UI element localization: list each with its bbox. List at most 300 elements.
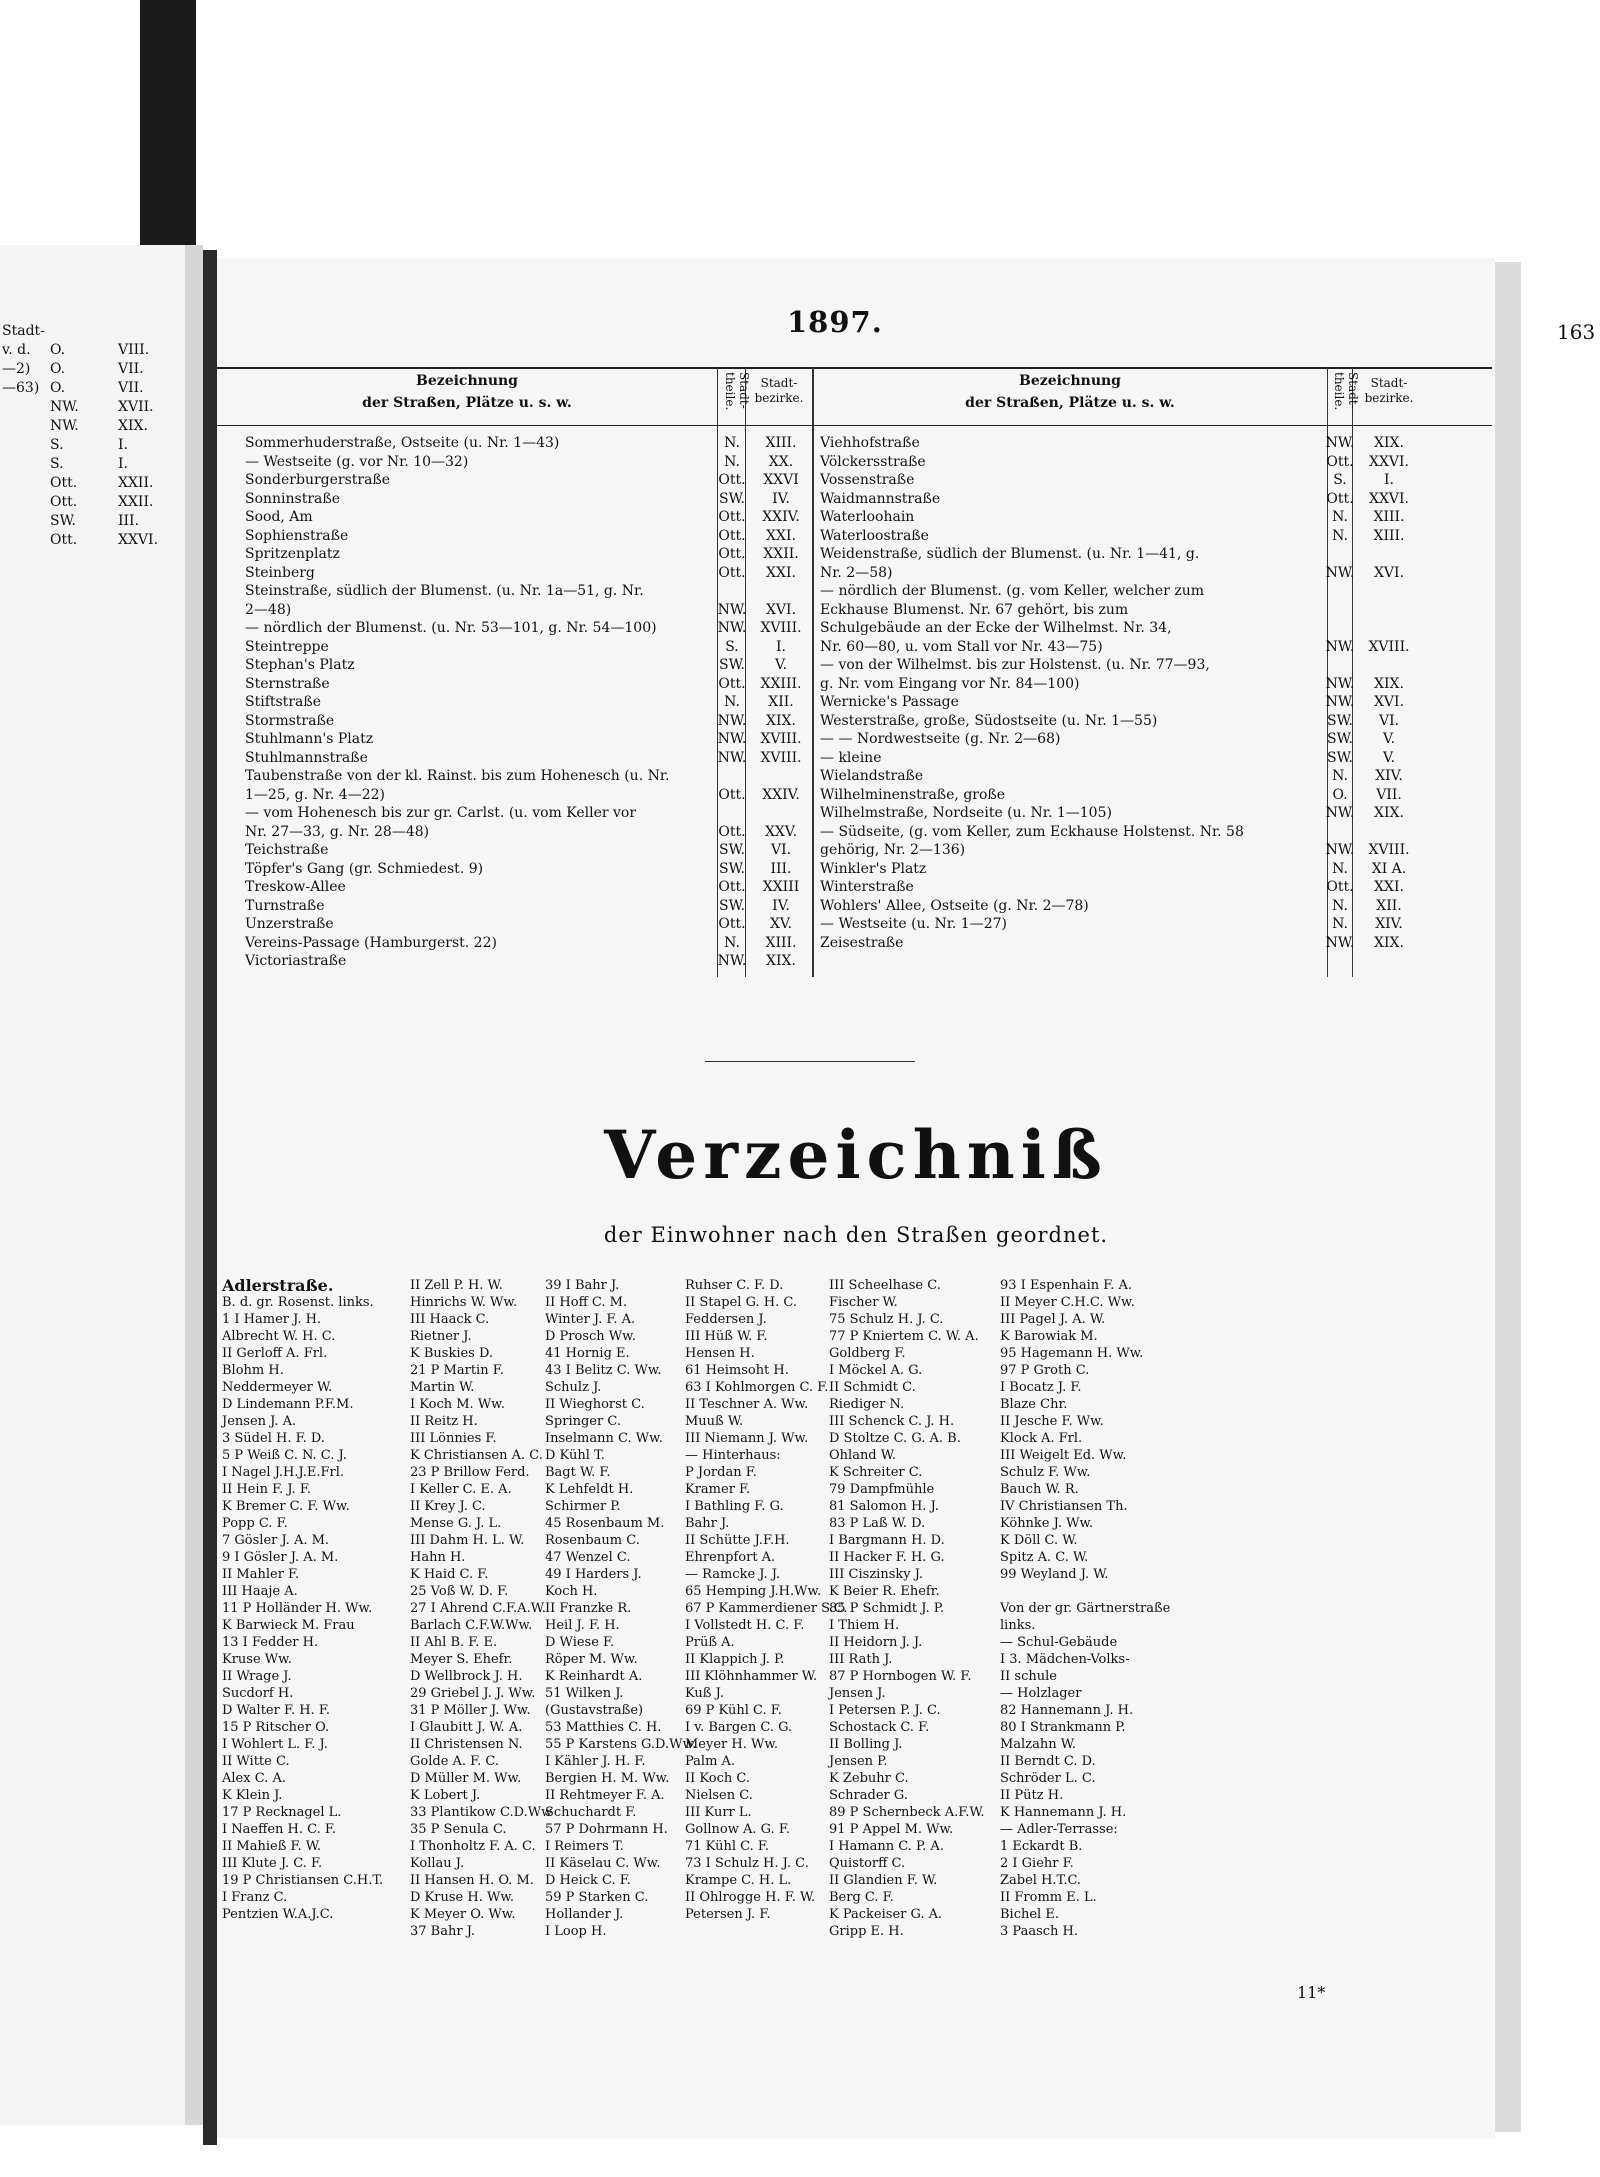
resident-entry: 73 I Schulz H. J. C.	[685, 1856, 809, 1871]
street-district: O.	[1332, 786, 1348, 803]
street-name: 2—48)	[245, 601, 292, 618]
left-page-edge	[185, 245, 203, 2125]
resident-entry: 1 I Hamer J. H.	[222, 1312, 322, 1327]
resident-entry: II Koch C.	[685, 1771, 750, 1786]
resident-entry: D Stoltze C. G. A. B.	[829, 1431, 961, 1446]
resident-entry: Inselmann C. Ww.	[545, 1431, 663, 1446]
street-name: Eckhause Blumenst. Nr. 67 gehört, bis zum	[820, 601, 1129, 618]
resident-entry: 17 P Recknagel L.	[222, 1805, 342, 1820]
scanner-dark-strip	[140, 0, 196, 260]
table-header-rule	[217, 425, 1492, 426]
street-name: Winkler's Platz	[820, 860, 927, 877]
page-number: 163	[1557, 320, 1596, 344]
street-bezirk: XXIV.	[762, 786, 800, 803]
resident-entry: K Lehfeldt H.	[545, 1482, 634, 1497]
resident-entry: II Stapel G. H. C.	[685, 1295, 797, 1310]
street-district: N.	[724, 694, 740, 710]
street-district: NW.	[1325, 675, 1355, 692]
resident-entry: K Christiansen A. C.	[410, 1448, 543, 1463]
resident-entry: II Schütte J.F.H.	[685, 1533, 790, 1548]
street-name: — von der Wilhelmst. bis zur Holstenst. (u. Nr. 77—93,	[820, 657, 1210, 673]
resident-entry: 1 Eckardt B.	[1000, 1839, 1083, 1854]
street-bezirk: XXVI.	[1368, 490, 1410, 507]
resident-entry: Heil J. F. H.	[545, 1618, 620, 1633]
resident-entry: 19 P Christiansen C.H.T.	[222, 1873, 384, 1888]
resident-entry: II Witte C.	[222, 1754, 290, 1769]
resident-entry: III Kurr L.	[685, 1805, 752, 1820]
resident-entry: — Hinterhaus:	[685, 1448, 781, 1463]
street-name: Sonderburgerstraße	[245, 472, 391, 488]
resident-entry: 3 Südel H. F. D.	[222, 1431, 325, 1446]
resident-entry: Köhnke J. Ww.	[1000, 1516, 1094, 1531]
street-bezirk: XIII.	[1373, 527, 1405, 544]
resident-entry: Schulz J.	[545, 1380, 602, 1395]
resident-entry: II Glandien F. W.	[829, 1873, 938, 1888]
street-name: Turnstraße	[245, 897, 325, 914]
resident-entry: K Barwieck M. Frau	[222, 1618, 355, 1633]
resident-entry	[1000, 1583, 1170, 1600]
resident-entry: Rosenbaum C.	[545, 1533, 640, 1548]
page-year: 1897.	[787, 305, 883, 339]
resident-entry: Pentzien W.A.J.C.	[222, 1907, 334, 1922]
street-name: Stiftstraße	[245, 694, 321, 710]
resident-entry: 3 Paasch H.	[1000, 1924, 1078, 1939]
resident-entry: 45 Rosenbaum M.	[545, 1516, 665, 1531]
street-bezirk: XXI.	[766, 527, 796, 544]
resident-entry: III Hüß W. F.	[685, 1329, 768, 1344]
street-district: S.	[725, 638, 739, 655]
resident-entry: II Ohlrogge H. F. W.	[685, 1890, 816, 1905]
resident-entry: Prüß A.	[685, 1635, 735, 1650]
resident-entry: Bichel E.	[1000, 1907, 1059, 1922]
resident-entry: Krampe C. H. L.	[685, 1873, 792, 1888]
resident-entry: (Gustavstraße)	[545, 1703, 644, 1718]
resident-entry: II Gerloff A. Frl.	[222, 1346, 328, 1361]
resident-entry: II Hoff C. M.	[545, 1295, 628, 1310]
left-page-bezirk: I.	[118, 437, 128, 453]
table-center-rule	[812, 367, 814, 977]
street-district: Ott.	[718, 472, 746, 488]
resident-entry: III Klöhnhammer W.	[685, 1669, 818, 1684]
resident-entry: I Koch M. Ww.	[410, 1397, 505, 1412]
street-name: Nr. 27—33, g. Nr. 28—48)	[245, 823, 430, 840]
street-district: Ott.	[1326, 879, 1354, 895]
resident-entry: I v. Bargen C. G.	[685, 1720, 793, 1735]
resident-entry: Hollander J.	[545, 1907, 624, 1922]
street-name: Teichstraße	[245, 842, 329, 858]
street-district: SW.	[1327, 731, 1353, 747]
street-name: Waterloohain	[820, 509, 915, 525]
street-district: Ott.	[1326, 453, 1354, 470]
resident-entry: Schrader G.	[829, 1788, 908, 1803]
resident-entry: II Käselau C. Ww.	[545, 1856, 661, 1871]
street-name: Viehhofstraße	[820, 435, 920, 451]
street-district: Ott.	[718, 509, 746, 525]
resident-entry: II Fromm E. L.	[1000, 1890, 1097, 1905]
resident-entry: II Wrage J.	[222, 1669, 292, 1684]
resident-entry: Schirmer P.	[545, 1499, 621, 1514]
resident-entry: Gripp E. H.	[829, 1924, 904, 1939]
street-name: Waterloostraße	[820, 527, 929, 544]
resident-entry: III Schenck C. J. H.	[829, 1414, 955, 1429]
left-page-district: O.	[50, 361, 66, 377]
resident-entry: I Hamann C. P. A.	[829, 1839, 944, 1854]
street-district: NW.	[717, 712, 747, 729]
resident-entry: Bagt W. F.	[545, 1465, 611, 1480]
resident-entry: Petersen J. F.	[685, 1907, 771, 1922]
residents-column	[545, 1277, 696, 1940]
resident-entry: Bergien H. M. Ww.	[545, 1771, 670, 1786]
street-bezirk: XVI.	[1373, 564, 1405, 581]
resident-entry: D Prosch Ww.	[545, 1329, 636, 1344]
street-name: Wilhelmstraße, Nordseite (u. Nr. 1—105)	[820, 805, 1112, 821]
street-name: Sophienstraße	[245, 527, 349, 544]
resident-entry: Jensen P.	[829, 1754, 888, 1769]
resident-entry: P Jordan F.	[685, 1465, 757, 1480]
resident-entry: 95 Hagemann H. Ww.	[1000, 1346, 1144, 1361]
resident-entry: 97 P Groth C.	[1000, 1363, 1090, 1378]
resident-entry: Kollau J.	[410, 1856, 465, 1871]
street-bezirk: XIX.	[766, 712, 796, 729]
resident-entry: II Rehtmeyer F. A.	[545, 1788, 665, 1803]
resident-entry: Gollnow A. G. F.	[685, 1822, 790, 1837]
left-page-bezirk: VII.	[118, 380, 144, 396]
left-page-district: S.	[50, 456, 64, 472]
resident-entry: I Bargmann H. D.	[829, 1533, 945, 1548]
resident-entry: Hensen H.	[685, 1346, 755, 1361]
resident-entry: Alex C. A.	[222, 1771, 286, 1786]
header-line1: Bezeichnung	[1019, 373, 1121, 389]
street-name: — vom Hohenesch bis zur gr. Carlst. (u. vom Keller vor	[245, 805, 637, 821]
resident-entry: 75 Schulz H. J. C.	[829, 1312, 944, 1327]
street-name: Treskow-Allee	[245, 879, 346, 895]
resident-entry: K Meyer O. Ww.	[410, 1907, 516, 1922]
resident-entry: Ehrenpfort A.	[685, 1550, 776, 1565]
resident-entry: Kruse Ww.	[222, 1652, 292, 1667]
page	[217, 258, 1596, 2138]
resident-entry: Koch H.	[545, 1584, 598, 1599]
street-district: N.	[1332, 509, 1348, 525]
resident-entry: D Wellbrock J. H.	[410, 1669, 523, 1684]
resident-entry: 89 P Schernbeck A.F.W.	[829, 1805, 985, 1820]
left-page-bezirk: I.	[118, 456, 128, 472]
resident-entry: III Ciszinsky J.	[829, 1567, 924, 1582]
street-district: Ott.	[718, 879, 746, 895]
resident-entry: B. d. gr. Rosenst. links.	[222, 1295, 374, 1310]
left-page-bezirk: XVII.	[118, 399, 154, 415]
street-name: Sood, Am	[245, 509, 313, 525]
resident-entry: 47 Wenzel C.	[545, 1550, 631, 1565]
left-page-district: SW.	[50, 513, 76, 529]
street-district: NW.	[1325, 638, 1355, 655]
street-district: Ott.	[718, 527, 746, 544]
street-name: gehörig, Nr. 2—136)	[820, 842, 966, 858]
street-district: SW.	[719, 490, 745, 507]
resident-entry: 99 Weyland J. W.	[1000, 1567, 1109, 1582]
resident-entry: III Haack C.	[410, 1312, 490, 1327]
left-page-bezirk: VII.	[118, 361, 144, 377]
resident-entry: — Adler-Terrasse:	[1000, 1822, 1118, 1837]
resident-entry: Spitz A. C. W.	[1000, 1550, 1089, 1565]
resident-entry: Blohm H.	[222, 1363, 284, 1378]
left-page-district: Ott.	[50, 475, 78, 491]
resident-entry: II Pütz H.	[1000, 1788, 1064, 1803]
street-district: N.	[1332, 768, 1348, 784]
street-bezirk: V.	[774, 657, 788, 673]
resident-entry: 31 P Möller J. Ww.	[410, 1703, 531, 1718]
street-district: N.	[1332, 897, 1348, 914]
resident-entry: 41 Hornig E.	[545, 1346, 630, 1361]
street-district: SW.	[719, 860, 745, 877]
street-district: SW.	[719, 842, 745, 858]
resident-entry: Ruhser C. F. D.	[685, 1278, 784, 1293]
street-bezirk: XXI.	[766, 564, 796, 581]
street-name: Vereins-Passage (Hamburgerst. 22)	[245, 934, 497, 951]
resident-entry: II Heidorn J. J.	[829, 1635, 923, 1650]
street-bezirk: VI.	[1378, 712, 1400, 729]
street-bezirk: XVI.	[765, 601, 797, 618]
resident-entry: I Wohlert L. F. J.	[222, 1737, 328, 1752]
street-name: Stuhlmannstraße	[245, 749, 368, 766]
street-bezirk: IV.	[772, 490, 790, 507]
resident-entry: Rietner J.	[410, 1329, 472, 1344]
street-bezirk: XXIII	[762, 879, 800, 895]
resident-entry: 59 P Starken C.	[545, 1890, 649, 1905]
resident-entry: 13 I Fedder H.	[222, 1635, 319, 1650]
street-name: Spritzenplatz	[245, 546, 340, 562]
resident-entry: II Reitz H.	[410, 1414, 478, 1429]
street-bezirk: XXV.	[764, 823, 798, 840]
left-page-district: S.	[50, 437, 64, 453]
left-page-text: Stadt-	[2, 323, 45, 339]
left-page-fragment	[0, 245, 203, 2125]
resident-entry: 37 Bahr J.	[410, 1924, 476, 1939]
left-page-district: Ott.	[50, 532, 78, 548]
resident-entry: links.	[1000, 1618, 1036, 1633]
street-bezirk: XIII.	[765, 934, 797, 951]
resident-entry: D Müller M. Ww.	[410, 1771, 522, 1786]
street-name: Victoriastraße	[245, 953, 347, 969]
street-bezirk: I.	[1384, 472, 1394, 488]
left-page-text: —2)	[2, 361, 31, 377]
street-district: NW.	[717, 601, 747, 618]
resident-entry: 29 Griebel J. J. Ww.	[410, 1686, 536, 1701]
resident-entry: III Dahm H. L. W.	[410, 1533, 525, 1548]
resident-entry: II Krey J. C.	[410, 1499, 486, 1514]
resident-entry: K Bremer C. F. Ww.	[222, 1499, 350, 1514]
resident-entry: II schule	[1000, 1669, 1057, 1684]
resident-entry: 57 P Dohrmann H.	[545, 1822, 668, 1837]
resident-entry: 71 Kühl C. F.	[685, 1839, 770, 1854]
street-bezirk: V.	[1382, 749, 1396, 766]
resident-entry: Meyer H. Ww.	[685, 1737, 779, 1752]
street-name: Zeisestraße	[820, 934, 904, 951]
street-name: Stephan's Platz	[245, 657, 355, 673]
resident-entry: 33 Plantikow C.D.Ww	[410, 1805, 553, 1820]
resident-entry: 15 P Ritscher O.	[222, 1720, 330, 1735]
resident-entry: D Walter F. H. F.	[222, 1703, 330, 1718]
resident-entry: 63 I Kohlmorgen C. F.	[685, 1380, 829, 1395]
street-district: N.	[724, 435, 740, 451]
resident-entry: K Zebuhr C.	[829, 1771, 909, 1786]
resident-entry: Ohland W.	[829, 1448, 896, 1463]
resident-entry: 85 P Schmidt J. P.	[829, 1601, 944, 1616]
resident-entry: 43 I Belitz C. Ww.	[545, 1363, 662, 1378]
resident-entry: Schuchardt F.	[545, 1805, 637, 1820]
street-district: NW.	[717, 749, 747, 766]
resident-entry: Zabel H.T.C.	[1000, 1873, 1082, 1888]
resident-entry: II Mahler F.	[222, 1567, 300, 1582]
resident-entry: 79 Dampfmühle	[829, 1482, 935, 1497]
street-name: — Westseite (g. vor Nr. 10—32)	[245, 453, 469, 470]
resident-entry: II Ahl B. F. E.	[410, 1635, 498, 1650]
resident-entry: 9 I Gösler J. A. M.	[222, 1550, 339, 1565]
street-bezirk: XII.	[1376, 897, 1402, 914]
resident-entry: Neddermeyer W.	[222, 1380, 333, 1395]
resident-entry: D Kühl T.	[545, 1448, 605, 1463]
resident-entry: Röper M. Ww.	[545, 1652, 638, 1667]
resident-entry: Nielsen C.	[685, 1788, 753, 1803]
left-page-bezirk: VIII.	[118, 342, 150, 358]
table-header-name-right	[814, 370, 1326, 414]
resident-entry: II Hacker F. H. G.	[829, 1550, 945, 1565]
resident-entry: I Glaubitt J. W. A.	[410, 1720, 523, 1735]
resident-entry: II Berndt C. D.	[1000, 1754, 1096, 1769]
resident-entry: Sucdorf H.	[222, 1686, 294, 1701]
street-name: Steinberg	[245, 564, 315, 581]
street-bezirk: XX.	[768, 453, 794, 470]
resident-entry: D Lindemann P.F.M.	[222, 1397, 354, 1412]
book-spine	[203, 250, 217, 2145]
street-name: Winterstraße	[820, 879, 914, 895]
street-district: NW.	[1325, 435, 1355, 451]
resident-entry: K Döll C. W.	[1000, 1533, 1078, 1548]
street-bezirk: XVIII.	[1368, 638, 1410, 655]
street-bezirk: XXI.	[1374, 879, 1404, 895]
street-district: N.	[1332, 860, 1348, 877]
street-district: N.	[1332, 916, 1348, 932]
resident-entry: II Wieghorst C.	[545, 1397, 645, 1412]
street-bezirk: XIX.	[766, 953, 796, 969]
street-bezirk: XIII.	[1373, 509, 1405, 525]
residents-column	[829, 1277, 985, 1940]
resident-entry: II Schmidt C.	[829, 1380, 916, 1395]
resident-entry: Klock A. Frl.	[1000, 1431, 1083, 1446]
resident-entry: I Möckel A. G.	[829, 1363, 923, 1378]
resident-entry: Springer C.	[545, 1414, 621, 1429]
section-subtitle: der Einwohner nach den Straßen geordnet.	[603, 1223, 1109, 1247]
resident-entry: 67 P Kammerdiener S.C.	[685, 1601, 848, 1616]
street-heading: Adlerstraße.	[222, 1276, 334, 1295]
street-district: SW.	[1327, 749, 1353, 766]
resident-entry: 35 P Senula C.	[410, 1822, 507, 1837]
street-bezirk: VI.	[770, 842, 792, 858]
resident-entry: 21 P Martin F.	[410, 1363, 504, 1378]
left-page-district: NW.	[50, 399, 79, 415]
street-bezirk: VII.	[1376, 786, 1402, 803]
resident-entry: Bauch W. R.	[1000, 1482, 1079, 1497]
resident-entry: Meyer S. Ehefr.	[410, 1652, 513, 1667]
resident-entry: Jensen J. A.	[222, 1414, 297, 1429]
resident-entry: Barlach C.F.W.Ww.	[410, 1618, 533, 1633]
resident-entry: 39 I Bahr J.	[545, 1278, 620, 1293]
resident-entry: II Christensen N.	[410, 1737, 523, 1752]
left-page-district: O.	[50, 342, 66, 358]
resident-entry: D Kruse H. Ww.	[410, 1890, 515, 1905]
resident-entry: 51 Wilken J.	[545, 1686, 624, 1701]
resident-entry: K Buskies D.	[410, 1346, 494, 1361]
street-name: Töpfer's Gang (gr. Schmiedest. 9)	[245, 860, 484, 877]
resident-entry: 80 I Strankmann P.	[1000, 1720, 1126, 1735]
street-name: — Westseite (u. Nr. 1—27)	[820, 916, 1007, 932]
street-bezirk: XVIII.	[760, 620, 802, 636]
header-line2: der Straßen, Plätze u. s. w.	[362, 395, 572, 411]
street-name: Weidenstraße, südlich der Blumenst. (u. Nr. 1—41, g.	[820, 546, 1200, 562]
left-page-text: —63)	[2, 380, 40, 396]
resident-entry: Feddersen J.	[685, 1312, 767, 1327]
street-name: Sonninstraße	[245, 490, 341, 507]
street-bezirk: XIX.	[1374, 435, 1404, 451]
street-bezirk: XXVI	[763, 472, 799, 488]
resident-entry: I Thonholtz F. A. C.	[410, 1839, 536, 1854]
table-header-districts: Stadt-theile.	[1332, 372, 1360, 411]
left-page-district: O.	[50, 380, 66, 396]
resident-entry: Goldberg F.	[829, 1346, 906, 1361]
resident-entry: — Ramcke J. J.	[685, 1567, 781, 1582]
street-name: Wohlers' Allee, Ostseite (g. Nr. 2—78)	[820, 897, 1089, 914]
header-line1: Bezeichnung	[416, 373, 518, 389]
street-name: Unzerstraße	[245, 916, 334, 932]
street-name: — Südseite, (g. vom Keller, zum Eckhause Holstenst. Nr. 58	[820, 823, 1244, 840]
street-district: NW.	[1325, 694, 1355, 710]
street-district: Ott.	[718, 546, 746, 562]
resident-entry: K Schreiter C.	[829, 1465, 923, 1480]
street-name: Waidmannstraße	[820, 490, 941, 507]
street-name: Nr. 60—80, u. vom Stall vor Nr. 43—75)	[820, 638, 1103, 655]
street-bezirk: XXVI.	[1368, 453, 1410, 470]
resident-entry: I Franz C.	[222, 1890, 288, 1905]
resident-entry: II Jesche F. Ww.	[1000, 1414, 1104, 1429]
resident-entry: Muuß W.	[685, 1414, 744, 1429]
street-bezirk: V.	[1382, 731, 1396, 747]
resident-entry: Palm A.	[685, 1754, 736, 1769]
resident-entry: 49 I Harders J.	[545, 1567, 642, 1582]
left-page-bezirk: XXVI.	[118, 532, 159, 548]
street-district: S.	[1333, 472, 1347, 488]
street-bezirk: XXIII.	[760, 675, 802, 692]
street-district: SW.	[1327, 712, 1353, 729]
resident-entry: Kramer F.	[685, 1482, 751, 1497]
left-page-bezirk: III.	[118, 513, 140, 529]
resident-entry: K Reinhardt A.	[545, 1669, 643, 1684]
resident-entry: Mense G. J. L.	[410, 1516, 502, 1531]
resident-entry: I Kähler J. H. F.	[545, 1754, 646, 1769]
street-name: Vossenstraße	[820, 472, 915, 488]
resident-entry: 81 Salomon H. J.	[829, 1499, 939, 1514]
resident-entry: Winter J. F. A.	[545, 1312, 636, 1327]
resident-entry: K Barowiak M.	[1000, 1329, 1098, 1344]
resident-entry: Blaze Chr.	[1000, 1397, 1068, 1412]
resident-entry: III Niemann J. Ww.	[685, 1431, 809, 1446]
street-bezirk: XII.	[768, 694, 794, 710]
resident-entry: III Pagel J. A. W.	[1000, 1312, 1106, 1327]
resident-entry: Quistorff C.	[829, 1856, 906, 1871]
street-district: NW.	[1325, 805, 1355, 821]
street-name: Steintreppe	[245, 638, 329, 655]
left-page-bezirk: XIX.	[118, 418, 148, 434]
resident-entry: I Nagel J.H.J.E.Frl.	[222, 1465, 344, 1480]
street-name: Wilhelminenstraße, große	[820, 786, 1006, 803]
